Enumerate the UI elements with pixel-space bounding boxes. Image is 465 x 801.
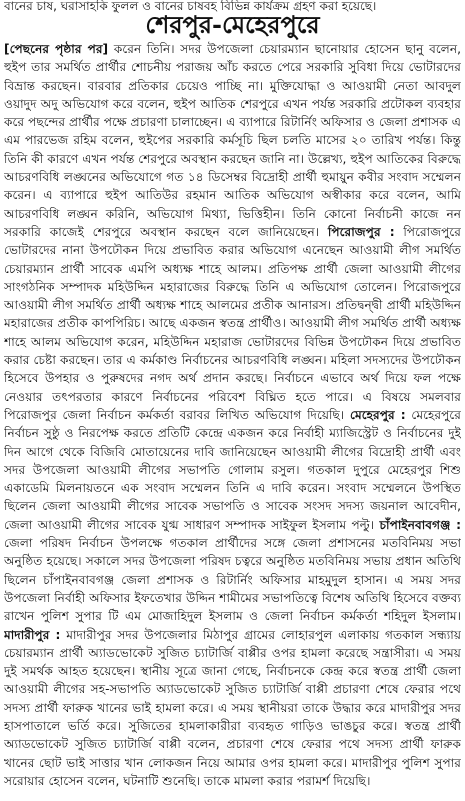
dateline-pirojpur: পিরোজপুর :: [327, 224, 395, 239]
continued-marker: [পেছনের পৃষ্ঠার পর]: [4, 42, 109, 56]
dateline-madaripur: মাদারীপুর :: [4, 627, 61, 642]
body-text-segment: করেন তিনি। সদর উপজেলা চেয়ারম্যান ছানোয়ার হোসেন ছানু বলেন, হুইপ তার সমর্থিত প্রার্থীর শোচনীয় পরাজয় আঁচ করতে পেরে সরকারি সুবিধা দিয়ে ভোটারদের বিভ্রান্ত করছেন। বারবার প্রতিকার চেয়েও পাচ্ছি না। মুক্তিযোদ্ধা ও আওয়ামী নেতা আবদুল ওয়াদুদ অদু অভিযোগ করে বলেন, হুইপ আতিক শেরপুরে এখন পর্যন্ত সরকারি প্রটোকল ব্যবহার করে পছন্দের প্রার্থীর পক্ষে প্রচারণা চালাচ্ছেন। এ ব্যাপারে রিটার্নিং অফিসার ও জেলা প্রশাসক এ এম পারভেজ রহিম বলেন, হুইপের সরকারি কর্মসূচি ছিল চলতি মাসের ২০ তারিখ পর্যন্ত। কিন্তু তিনি কী কারণে এখন পর্যন্ত শেরপুরে অবস্থান করছেন জানি না। উল্লেখ্য, হুইপ আতিকের বিরুদ্ধে আচরণবিধি লঙ্ঘনের অভিযোগে গত ১৪ ডিসেম্বর বিদ্রোহী প্রার্থী হুমায়ুন কবীর সংবাদ সম্মেলন করেন। এ ব্যাপারে হুইপ আতিউর রহমান আতিক অভিযোগ অস্বীকার করে বলেন, আমি আচরণবিধি লঙ্ঘন করিনি, অভিযোগ মিথ্যা, ভিত্তিহীন। তিনি কোনো নির্বাচনী কাজে নন সরকারি কাজেই শেরপুরে অবস্থান করছেন বলে জানিয়েছেন।: [4, 42, 461, 239]
body-text-segment: জেলা পরিষদ নির্বাচন উপলক্ষে গতকাল প্রার্থীদের সঙ্গে জেলা প্রশাসনের মতবিনিময় সভা অনুষ্ঠিত হয়েছে। সকালে সদর উপজেলা পরিষদ চত্বরে অনুষ্ঠিত মতবিনিময় সভায় প্রধান অতিথি ছিলেন চাঁপাইনবাবগঞ্জ জেলা প্রশাসক ও রিটার্নিং অফিসার মাহমুদুল হাসান। এ সময় সদর উপজেলা নির্বাহী অফিসার ইফতেখার উদ্দিন শামীমের সভাপতিত্বে বিশেষ অতিথি হিসেবে বক্তব্য রাখেন পুলিশ সুপার টি এম মোজাহিদুল ইসলাম ও জেলা নির্বাচন কর্মকর্তা শহিদুল ইসলাম।: [4, 536, 461, 624]
dateline-meherpur: মেহেরপুর :: [350, 407, 406, 422]
previous-article-tail: বানের চাষ, ঘরাসাহকি ফুলল ও বানের চাষবহ বিভিন্ন কার্যক্রম গ্রহণ করা হয়েছে।: [4, 0, 377, 13]
body-text-segment: মেহেরপুরে নির্বাচন সুষ্ঠু ও নিরপেক্ষ করতে প্রতিটি কেন্দ্রে একজন করে নির্বাহী ম্যাজিস্ট্রেট ও নির্বাচনের দুই দিন আগে থেকে বিজিবি মোতায়েনের দাবি জানিয়েছেন আওয়ামী লীগের বিদ্রোহী প্রার্থী এবং সদর উপজেলা আওয়ামী লীগের সভাপতি গোলাম রসুল। গতকাল দুপুরে মেহেরপুর শিশু একাডেমি মিলনায়তনে এক সংবাদ সম্মেলন তিনি এ দাবি করেন। সংবাদ সম্মেলনে উপস্থিত ছিলেন জেলা আওয়ামী লীগের সাবেক সভাপতি ও সাবেক সংসদ সদস্য জয়নাল আবেদীন, জেলা আওয়ামী লীগের সাবেক যুগ্ম সাধারণ সম্পাদক সাইফুল ইসলাম পল্টু।: [4, 407, 461, 532]
article-paragraph: [4, 40, 461, 790]
article-headline: শেরপুর-মেহেরপুরে: [145, 10, 320, 39]
body-text-segment: মাদারীপুর সদর উপজেলার মিঠাপুর গ্রামের লোহারপুল এলাকায় গতকাল সন্ধ্যায় চেয়ারম্যান প্রার্থী অ্যাডভোকেট সুজিত চ্যাটার্জি বাপ্পীর ওপর হামলা করেছে সন্ত্রাসীরা। এ সময় দুই সমর্থক আহত হয়েছেন। স্থানীয় সূত্রে জানা গেছে, নির্বাচনকে কেন্দ্র করে স্বতন্ত্র প্রার্থী জেলা আওয়ামী লীগের সহ-সভাপতি অ্যাডভোকেট সুজিত চ্যাটার্জি বাপ্পী প্রচারণা শেষে ফেরার পথে সদস্য প্রার্থী ফারুক খানের ভাই হামলা করে। এ সময় স্থানীয়রা তাকে উদ্ধার করে মাদারীপুর সদর হাসপাতালে ভর্তি করে। সুজিতের হামলাকারীরা ব্যবহৃত গাড়িও ভাঙচুর করে। স্বতন্ত্র প্রার্থী অ্যাডভোকেট সুজিত চ্যাটার্জি বাপ্পী বলেন, প্রচারণা শেষে ফেরার পথে সদস্য প্রার্থী ফারুক খানের ছোট ভাই সাত্তার খান লোকজন নিয়ে আমার ওপর হামলা করে। মাদারীপুর পুলিশ সুপার সরোয়ার হোসেন বলেন, ঘটনাটি শুনেছি। তাকে মামলা করার পরামর্শ দিয়েছি।: [4, 627, 461, 788]
body-text-segment: পিরোজপুরে ভোটারদের নানা উপঢৌকন দিয়ে প্রভাবিত করার অভিযোগ এনেছেন আওয়ামী লীগ সমর্থিত চেয়ারম্যান প্রার্থী সাবেক এমপি অধ্যক্ষ শাহে আলম। প্রতিপক্ষ প্রার্থী জেলা আওয়ামী লীগের সাংগঠনিক সম্পাদক মহিউদ্দিন মহারাজের বিরুদ্ধে তিনি এ অভিযোগ তোলেন। পিরোজপুরে আওয়ামী লীগ সমর্থিত প্রার্থী অধ্যক্ষ শাহে আলমের প্রতীক আনারস। প্রতিদ্বন্দ্বী প্রার্থী মহিউদ্দিন মহারাজের প্রতীক কাপপিরিচ। আছে একজন স্বতন্ত্র প্রার্থীও। আওয়ামী লীগ সমর্থিত প্রার্থী অধ্যক্ষ শাহে আলম অভিযোগ করেন, মহিউদ্দিন মহারাজ ভোটারদের বিভিন্ন উপঢৌকন দিয়ে প্রভাবিত করার চেষ্টা করছেন। তার এ কর্মকাণ্ড নির্বাচনের আচরণবিধি লঙ্ঘন। মহিলা সদস্যদের উপঢৌকন হিসেবে উপহার ও পুরুষদের নগদ অর্থ প্রদান করছে। নির্বাচনে এভাবে অর্থ দিয়ে ফল পক্ষে নেওয়ার তৎপরতার কারণে নির্বাচনের পরিবেশ বিঘ্নিত হতে পারে। এ বিষয়ে সমলবার পিরোজপুর জেলা নির্বাচন কর্মকর্তা বরাবর লিখিত অভিযোগ দিয়েছি।: [4, 224, 461, 422]
dateline-chapainawabganj: চাঁপাইনবাবগঞ্জ :: [379, 517, 461, 532]
article-body: [4, 40, 461, 799]
